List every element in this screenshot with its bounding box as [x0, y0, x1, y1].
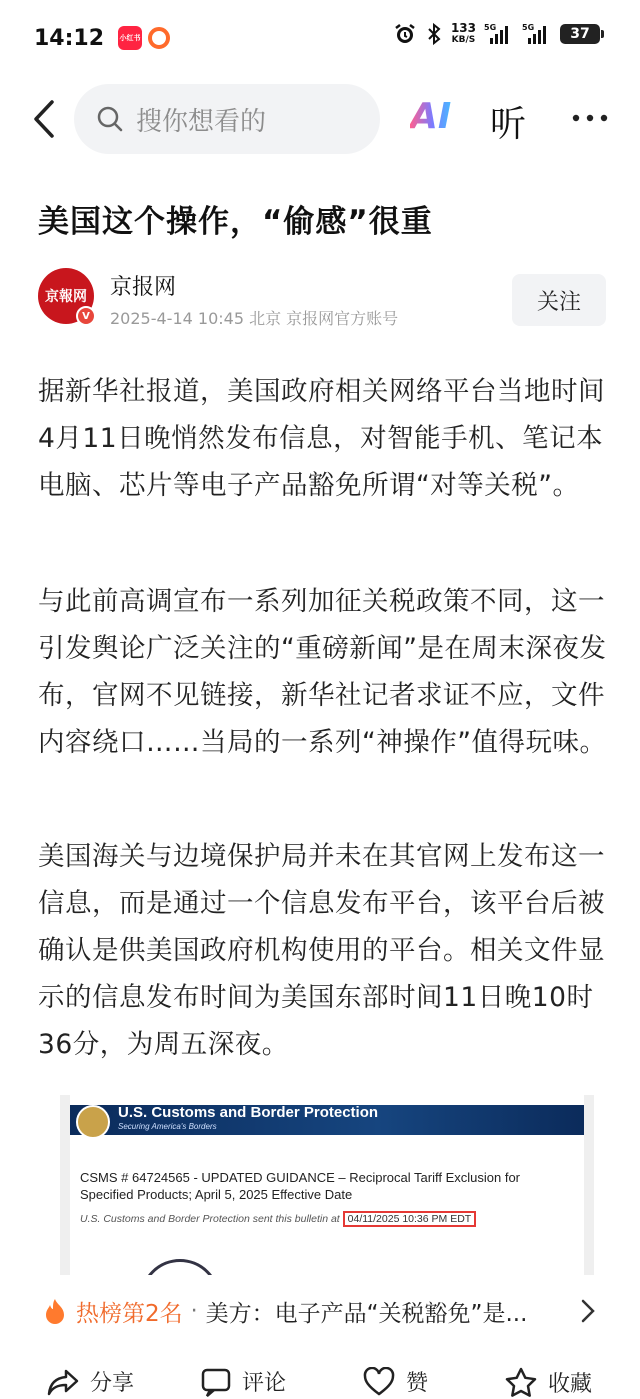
- article-paragraph: 与此前高调宣布一系列加征关税政策不同，这一引发舆论广泛关注的“重磅新闻”是在周末深夜发布，官网不见链接，新华社记者求证不应，文件内容绕口……当局的一系列“神操作”值得玩味。: [38, 586, 607, 758]
- search-icon: [96, 105, 124, 133]
- share-button[interactable]: 分享: [46, 1366, 134, 1397]
- heart-icon: [362, 1367, 396, 1397]
- article-paragraph: 美国海关与边境保护局并未在其官网上发布这一信息，而是通过一个信息发布平台，该平台后被确认是供美国政府机构使用的平台。相关文件显示的信息发布时间为美国东部时间11日晚10时36分，为周五深夜。: [38, 841, 605, 1060]
- star-icon: [504, 1366, 538, 1398]
- comment-button[interactable]: 评论: [200, 1366, 286, 1397]
- alarm-icon: [393, 22, 417, 46]
- cbp-sent-date: 04/11/2025 10:36 PM EDT: [343, 1211, 477, 1227]
- share-icon: [46, 1367, 80, 1397]
- verified-badge-icon: V: [76, 306, 96, 326]
- article-meta: 2025-4-14 10:45 北京 京报网官方账号: [110, 309, 399, 328]
- more-icon[interactable]: [570, 96, 610, 140]
- net-speed: 133 KB/S: [450, 21, 476, 45]
- like-button[interactable]: 赞: [362, 1366, 428, 1397]
- svg-text:5G: 5G: [484, 23, 497, 32]
- chevron-right-icon: [580, 1298, 596, 1324]
- svg-text:5G: 5G: [522, 23, 535, 32]
- signal-5g-icon: [522, 22, 552, 46]
- back-arrow-icon[interactable]: [28, 98, 62, 140]
- ai-button[interactable]: AI: [410, 96, 452, 137]
- cbp-banner-title: U.S. Customs and Border Protection Securing America's Borders: [118, 1104, 379, 1131]
- follow-button[interactable]: 关注: [512, 274, 606, 326]
- status-time: 14:12: [34, 25, 105, 51]
- cbp-sent-line: U.S. Customs and Border Protection sent this bulletin at 04/11/2025 10:36 PM EDT: [80, 1211, 476, 1227]
- battery-indicator: 37: [560, 24, 600, 44]
- article-image[interactable]: [60, 1095, 594, 1275]
- status-icons: [393, 22, 600, 46]
- author-avatar[interactable]: 京報网: [38, 268, 94, 324]
- cbp-bulletin-heading: CSMS # 64724565 - UPDATED GUIDANCE – Reciprocal Tariff Exclusion for Specified Products; April 5, 2025 Effective Date: [80, 1170, 521, 1202]
- article-title: 美国这个操作，“偷感”很重: [38, 204, 433, 240]
- author-name[interactable]: 京报网: [110, 275, 177, 300]
- comment-icon: [200, 1367, 232, 1397]
- flame-icon: [44, 1297, 66, 1325]
- cbp-banner: [70, 1105, 584, 1135]
- hot-separator: ·: [190, 1298, 198, 1324]
- hot-headline: 美方：电子产品“关税豁免”是...: [205, 1300, 528, 1327]
- signal-5g-icon: [484, 22, 514, 46]
- status-bar: [0, 0, 640, 76]
- search-input[interactable]: [74, 84, 380, 154]
- bluetooth-icon: [425, 22, 443, 46]
- author-row: [38, 266, 608, 332]
- hot-rank: 热榜第2名: [76, 1300, 183, 1327]
- cbp-seal-icon: [76, 1105, 110, 1139]
- notification-ring-icon: [148, 27, 170, 49]
- xiaohongshu-app-icon: 小红书: [118, 26, 142, 50]
- listen-button[interactable]: 听: [490, 104, 527, 145]
- hot-list-bar[interactable]: [0, 1276, 640, 1346]
- search-placeholder: 搜你想看的: [136, 106, 267, 137]
- favorite-button[interactable]: 收藏: [504, 1366, 592, 1398]
- header: [0, 82, 640, 156]
- article-paragraph: 据新华社报道，美国政府相关网络平台当地时间4月11日晚悄然发布信息，对智能手机、笔记本电脑、芯片等电子产品豁免所谓“对等关税”。: [38, 376, 605, 501]
- bottom-action-bar: [0, 1352, 640, 1399]
- dhs-seal-icon: [140, 1259, 220, 1275]
